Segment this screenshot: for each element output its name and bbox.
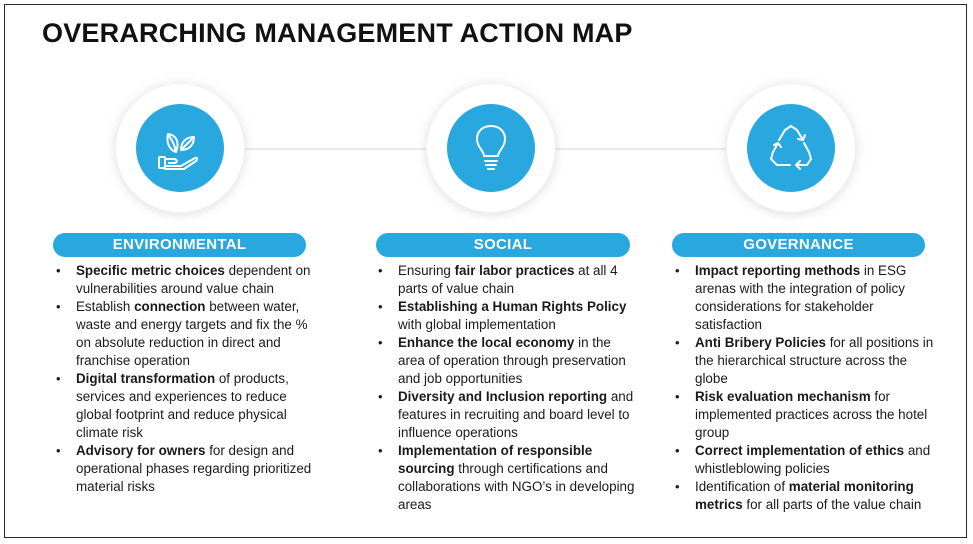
social-icon-ring [427, 84, 555, 212]
social-list [374, 262, 638, 514]
governance-heading: GOVERNANCE [672, 233, 925, 257]
list-item: • Establish connection between water, waste and energy targets and fix the % on absolute reduction in direct and franchise operation [52, 298, 314, 370]
governance-list [671, 262, 935, 514]
list-item: • Identification of material monitoring metrics for all parts of the value chain [671, 478, 935, 514]
list-item: • Diversity and Inclusion reporting and features in recruiting and board level to influence operations [374, 388, 638, 442]
social-icon-circle [447, 104, 535, 192]
environmental-list [52, 262, 314, 496]
list-item: • Anti Bribery Policies for all positions in the hierarchical structure across the globe [671, 334, 935, 388]
list-item: • Specific metric choices dependent on vulnerabilities around value chain [52, 262, 314, 298]
list-item: • Impact reporting methods in ESG arenas with the integration of policy considerations for stakeholder satisfaction [671, 262, 935, 334]
connector-line-left [245, 148, 455, 150]
governance-icon-ring [727, 84, 855, 212]
hand-with-leaves-icon [154, 122, 206, 174]
connector-line-right [545, 148, 755, 150]
list-item: • Ensuring fair labor practices at all 4 parts of value chain [374, 262, 638, 298]
list-item: • Enhance the local economy in the area of operation through preservation and job opportunities [374, 334, 638, 388]
list-item: • Advisory for owners for design and operational phases regarding prioritized material risks [52, 442, 314, 496]
list-item: • Implementation of responsible sourcing through certifications and collaborations with NGO’s in developing areas [374, 442, 638, 514]
lightbulb-icon [465, 122, 517, 174]
list-item: • Digital transformation of products, services and experiences to reduce global footprint and reduce physical climate risk [52, 370, 314, 442]
environmental-icon-ring [116, 84, 244, 212]
governance-icon-circle [747, 104, 835, 192]
environmental-heading: ENVIRONMENTAL [53, 233, 306, 257]
page-title: OVERARCHING MANAGEMENT ACTION MAP [42, 18, 633, 48]
list-item: • Correct implementation of ethics and whistleblowing policies [671, 442, 935, 478]
recycle-icon [765, 122, 817, 174]
social-heading: SOCIAL [376, 233, 630, 257]
list-item: • Establishing a Human Rights Policy with global implementation [374, 298, 638, 334]
environmental-icon-circle [136, 104, 224, 192]
list-item: • Risk evaluation mechanism for implemented practices across the hotel group [671, 388, 935, 442]
